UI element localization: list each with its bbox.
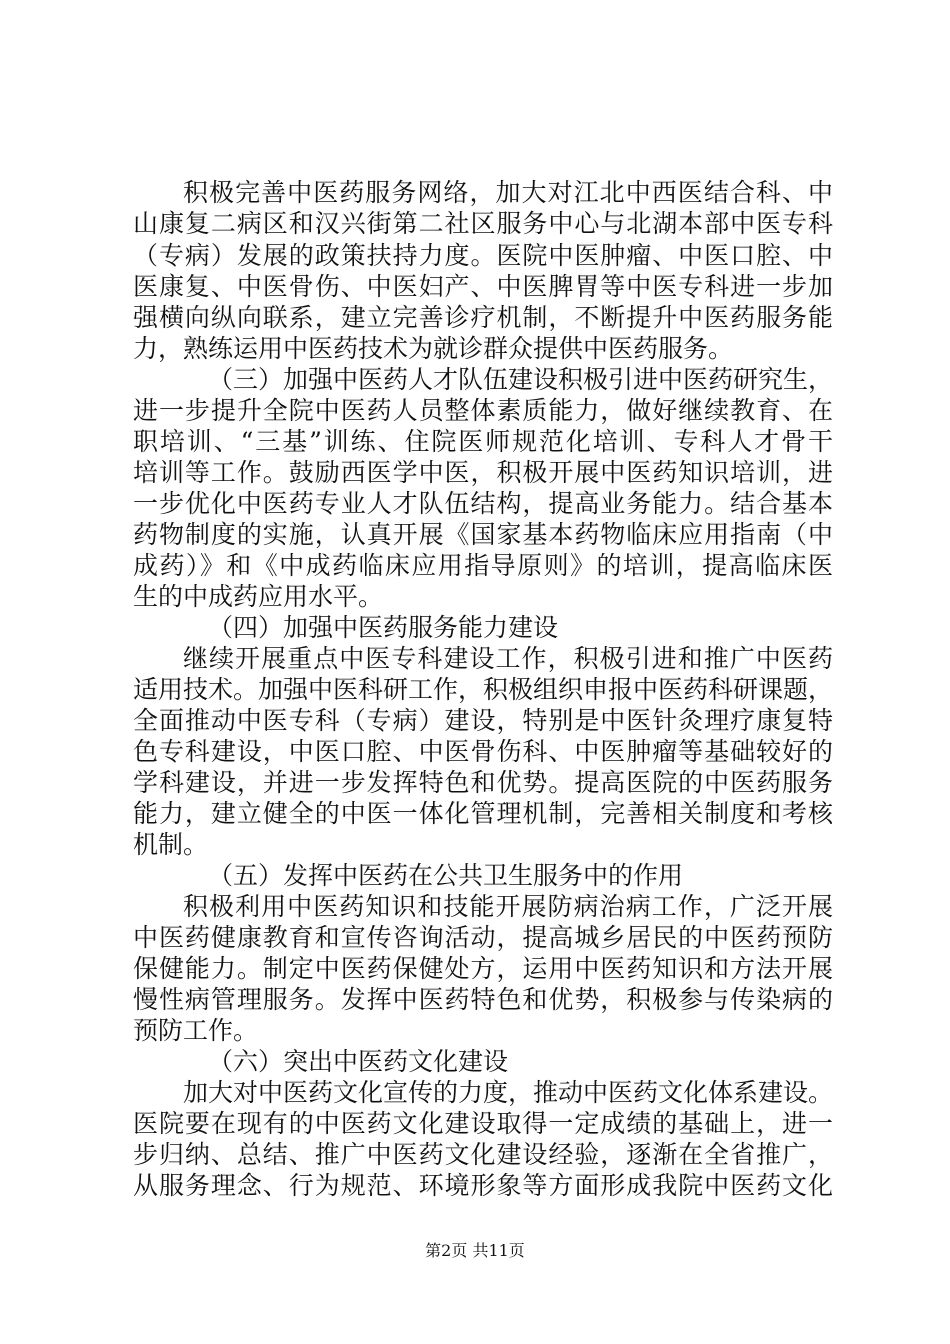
page-number-footer: 第2页 共11页 [425, 1241, 525, 1260]
paragraph-line: 进一步提升全院中医药人员整体素质能力，做好继续教育、在 [133, 396, 833, 425]
paragraph-line: 生的中成药应用水平。 [133, 582, 384, 611]
paragraph-line: 医院要在现有的中医药文化建设取得一定成绩的基础上，进一 [133, 1109, 833, 1138]
paragraph-line: 药物制度的实施，认真开展《国家基本药物临床应用指南（中 [133, 520, 833, 549]
paragraph-line: 步归纳、总结、推广中医药文化建设经验，逐渐在全省推广， [133, 1140, 833, 1169]
paragraph-line: 继续开展重点中医专科建设工作，积极引进和推广中医药 [183, 644, 833, 673]
paragraph-line: 从服务理念、行为规范、环境形象等方面形成我院中医药文化 [133, 1171, 833, 1200]
paragraph-line: 山康复二病区和汉兴街第二社区服务中心与北湖本部中医专科 [133, 209, 833, 238]
paragraph-line: 学科建设，并进一步发挥特色和优势。提高医院的中医药服务 [133, 768, 833, 797]
paragraph-line: 适用技术。加强中医科研工作，积极组织申报中医药科研课题， [133, 675, 834, 704]
section-heading: （四）加强中医药服务能力建设 [208, 613, 559, 642]
paragraph-line: 慢性病管理服务。发挥中医药特色和优势，积极参与传染病的 [133, 985, 833, 1014]
paragraph-line: 机制。 [133, 830, 209, 859]
paragraph-line: 能力，建立健全的中医一体化管理机制，完善相关制度和考核 [133, 799, 833, 828]
paragraph-line: 培训等工作。鼓励西医学中医，积极开展中医药知识培训，进 [133, 458, 833, 487]
section-heading: （六）突出中医药文化建设 [208, 1047, 509, 1076]
paragraph-line: 强横向纵向联系，建立完善诊疗机制，不断提升中医药服务能 [133, 303, 833, 332]
paragraph-line: 中医药健康教育和宣传咨询活动，提高城乡居民的中医药预防 [133, 923, 833, 952]
section-heading: （五）发挥中医药在公共卫生服务中的作用 [208, 861, 684, 890]
paragraph-line: 积极利用中医药知识和技能开展防病治病工作，广泛开展 [183, 892, 833, 921]
paragraph-line: 力，熟练运用中医药技术为就诊群众提供中医药服务。 [133, 334, 734, 363]
paragraph-line: 加大对中医药文化宣传的力度，推动中医药文化体系建设。 [183, 1078, 834, 1107]
paragraph-line: 积极完善中医药服务网络，加大对江北中西医结合科、中 [183, 178, 833, 207]
paragraph-line: 色专科建设，中医口腔、中医骨伤科、中医肿瘤等基础较好的 [133, 737, 833, 766]
paragraph-line: 成药）》和《中成药临床应用指导原则》的培训，提高临床医 [133, 551, 833, 580]
paragraph-line: 预防工作。 [133, 1016, 259, 1045]
paragraph-line: 全面推动中医专科（专病）建设，特别是中医针灸理疗康复特 [133, 706, 833, 735]
paragraph-line: 医康复、中医骨伤、中医妇产、中医脾胃等中医专科进一步加 [133, 272, 833, 301]
paragraph-line: （专病）发展的政策扶持力度。医院中医肿瘤、中医口腔、中 [133, 241, 833, 270]
section-heading: （三）加强中医药人才队伍建设积极引进中医药研究生， [208, 365, 834, 394]
paragraph-line: 保健能力。制定中医药保健处方，运用中医药知识和方法开展 [133, 954, 833, 983]
paragraph-line: 一步优化中医药专业人才队伍结构，提高业务能力。结合基本 [133, 489, 833, 518]
paragraph-line: 职培训、“三基”训练、住院医师规范化培训、专科人才骨干 [133, 427, 833, 456]
